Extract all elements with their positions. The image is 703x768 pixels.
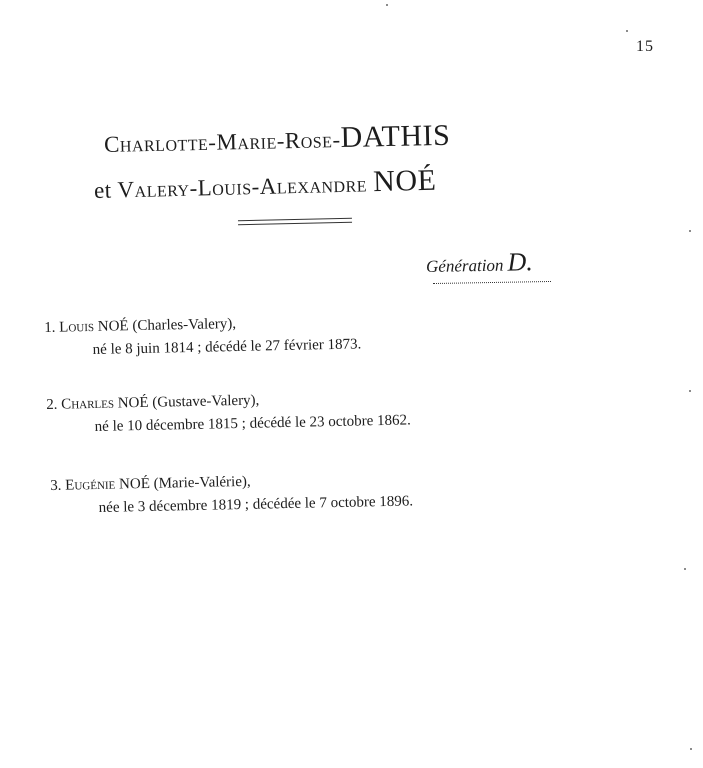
entry-1-given-name: Louis [59, 318, 95, 336]
entry-3-dates: née le 3 décembre 1819 ; décédée le 7 octobre 1896. [98, 493, 414, 516]
title-double-rule [238, 218, 352, 225]
generation-letter: D. [507, 247, 533, 277]
paper-speck [626, 30, 628, 32]
entry-3-surname: NOÉ (Marie-Valérie), [118, 473, 251, 493]
title-line2-et: et [93, 177, 112, 203]
entry-3 [50, 467, 413, 521]
paper-speck [689, 230, 691, 232]
paper-speck [386, 4, 388, 6]
paper-speck [690, 748, 692, 750]
paper-speck [689, 390, 691, 392]
page-number: 15 [636, 38, 654, 55]
entry-1-dates: né le 8 juin 1814 ; décédé le 27 février 1873. [92, 336, 362, 358]
generation-heading [426, 247, 533, 279]
entry-1 [44, 310, 362, 363]
entry-2-number: 2. [46, 396, 58, 413]
title-line2-surname: NOÉ [372, 163, 437, 199]
generation-underline [433, 279, 551, 284]
entry-3-given-name: Eugénie [65, 476, 116, 494]
entry-3-number: 3. [50, 477, 62, 494]
title-line1-surname: DATHIS [340, 118, 451, 155]
entry-2-given-name: Charles [61, 395, 115, 413]
entry-2 [46, 386, 411, 440]
title-line-2 [94, 164, 437, 206]
title-line1-prefix: Charlotte-Marie-Rose- [103, 127, 341, 157]
entry-1-number: 1. [44, 319, 56, 336]
entry-1-surname: NOÉ (Charles-Valery), [97, 315, 237, 335]
generation-label: Génération [425, 255, 504, 276]
paper-speck [684, 568, 686, 570]
title-line2-prefix: Valery-Louis-Alexandre [117, 171, 368, 203]
entry-2-dates: né le 10 décembre 1815 ; décédé le 23 octobre 1862. [94, 412, 411, 435]
entry-2-surname: NOÉ (Gustave-Valery), [117, 392, 260, 412]
title-line-1 [104, 119, 451, 160]
